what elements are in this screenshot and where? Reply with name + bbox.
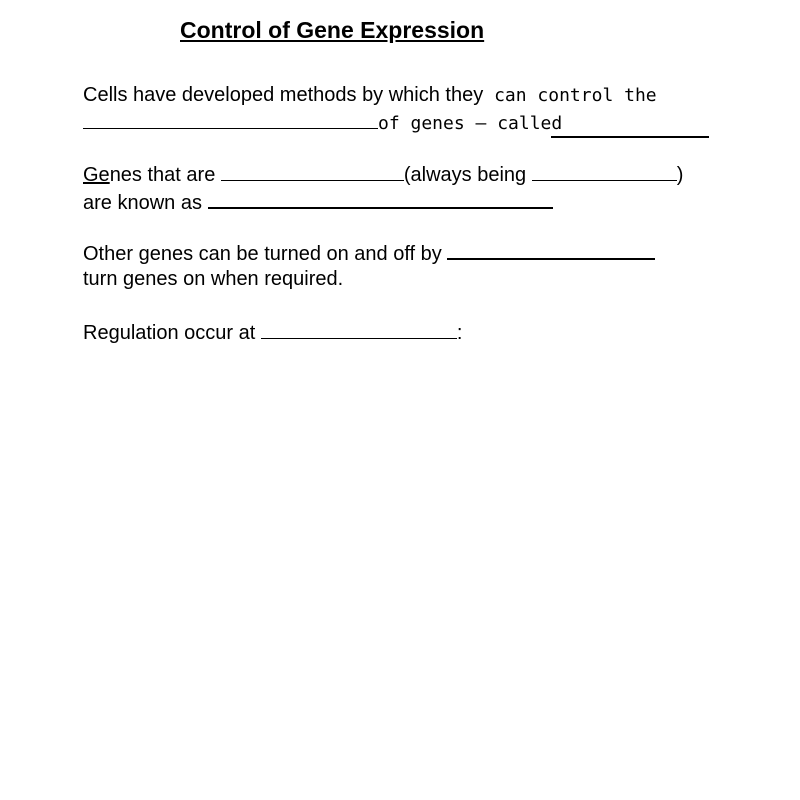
paragraph-2-end: ) bbox=[676, 164, 684, 186]
paragraph-3-line-2-text: turn genes on when required. bbox=[83, 268, 344, 290]
paragraph-3-text: Other genes can be turned on and off by bbox=[83, 243, 448, 265]
paragraph-2-line-1 bbox=[83, 162, 683, 187]
paragraph-3-line-2 bbox=[83, 267, 343, 291]
paragraph-1-line-1 bbox=[83, 83, 657, 108]
page-title: Control of Gene Expression bbox=[180, 17, 485, 43]
paragraph-4-end: : bbox=[456, 322, 463, 344]
blank-6[interactable] bbox=[447, 240, 655, 260]
paragraph-2-underlined: Ge bbox=[83, 164, 110, 186]
paragraph-2-mid: (always being bbox=[403, 164, 532, 186]
blank-7[interactable] bbox=[261, 320, 457, 339]
paragraph-1-mono-text: can control the bbox=[483, 85, 657, 106]
blank-3[interactable] bbox=[221, 162, 404, 181]
paragraph-2-text: nes that are bbox=[109, 164, 221, 186]
blank-4[interactable] bbox=[532, 162, 677, 181]
paragraph-3-line-1 bbox=[83, 240, 655, 266]
paragraph-1-mono-mid: of genes – calle bbox=[378, 113, 552, 134]
blank-2[interactable] bbox=[551, 112, 709, 138]
paragraph-1-text: Cells have developed methods by which they bbox=[83, 84, 484, 106]
paragraph-1-line-2 bbox=[83, 110, 709, 138]
paragraph-2-line-2-text: are known as bbox=[83, 192, 208, 214]
blank-1[interactable] bbox=[83, 110, 378, 129]
paragraph-2-line-2 bbox=[83, 189, 553, 215]
paragraph-4-line-1 bbox=[83, 320, 462, 345]
blank-5[interactable] bbox=[208, 189, 553, 209]
paragraph-4-text: Regulation occur at bbox=[83, 322, 261, 344]
paragraph-1-mono-end: d bbox=[551, 113, 563, 134]
